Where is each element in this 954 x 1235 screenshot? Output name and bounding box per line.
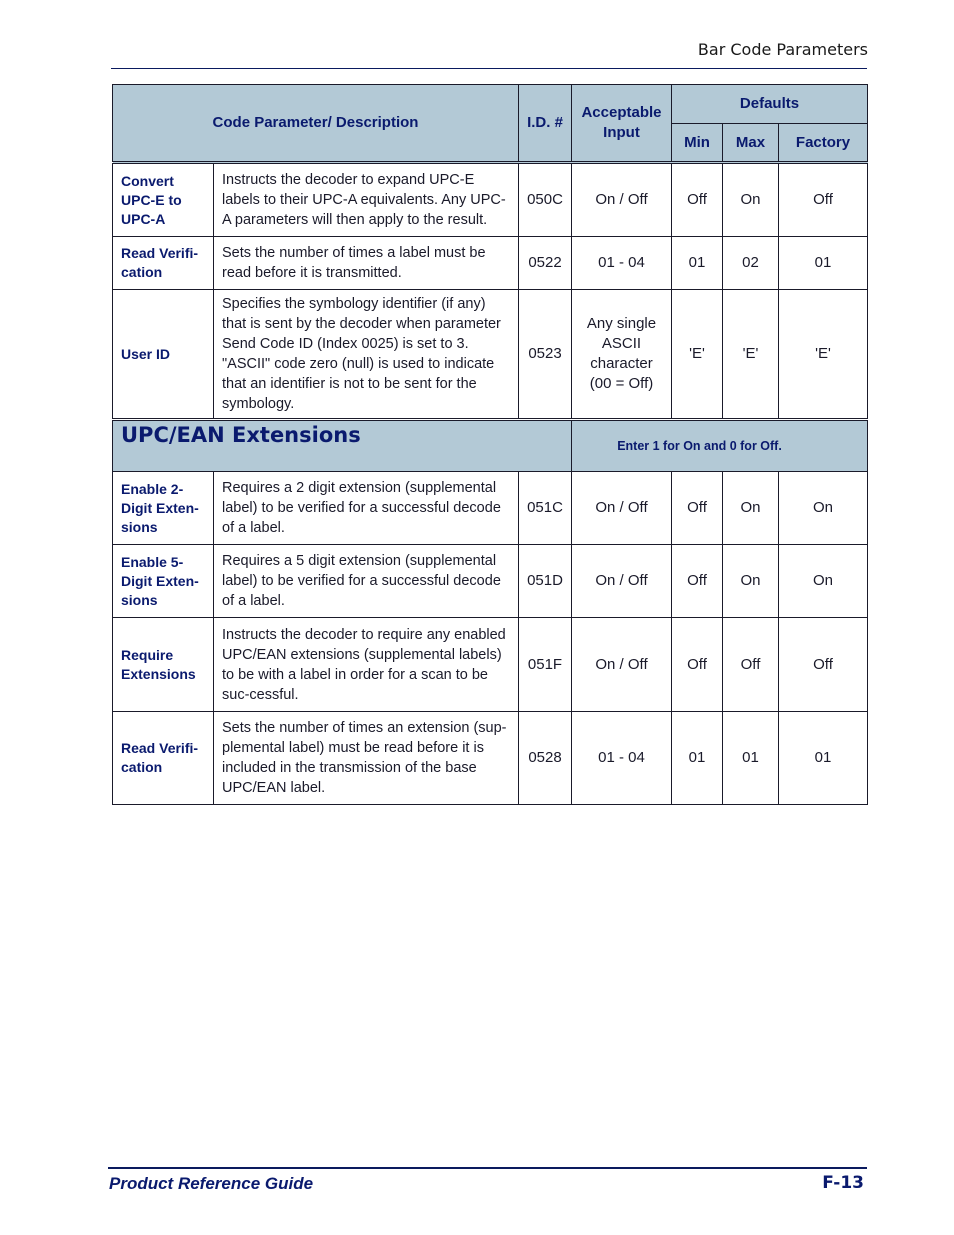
- footer-divider: [108, 1167, 867, 1169]
- param-max: 01: [723, 712, 779, 805]
- param-input: On / Off: [572, 163, 672, 237]
- section-note: Enter 1 for On and 0 for Off.: [572, 420, 868, 472]
- param-factory: On: [779, 472, 868, 545]
- param-input: On / Off: [572, 545, 672, 618]
- header-max: Max: [723, 124, 779, 163]
- header-description: Code Parameter/ Description: [113, 85, 519, 163]
- param-min: Off: [672, 545, 723, 618]
- param-min: 'E': [672, 290, 723, 420]
- param-factory: Off: [779, 618, 868, 712]
- param-min: Off: [672, 163, 723, 237]
- header-min: Min: [672, 124, 723, 163]
- param-min: 01: [672, 712, 723, 805]
- param-description: Requires a 5 digit extension (supplemental label) to be verified for a successful decode of a label.: [214, 545, 519, 618]
- param-description: Sets the number of times an extension (sup-plemental label) must be read before it is included in the transmission of the base UPC/EAN label.: [214, 712, 519, 805]
- running-header: Bar Code Parameters: [697, 40, 868, 59]
- param-description: Specifies the symbology identifier (if any) that is sent by the decoder when parameter Send Code ID (Index 0025) is set to 3. "ASCII" code zero (null) is used to indicate that an identifier is not to be sent for the symbology.: [214, 290, 519, 420]
- table-row: [113, 290, 868, 420]
- param-name: Read Verifi-cation: [113, 712, 214, 805]
- param-factory: On: [779, 545, 868, 618]
- table-row: [113, 237, 868, 290]
- section-title: UPC/EAN Extensions: [113, 420, 572, 472]
- param-input: 01 - 04: [572, 712, 672, 805]
- table-row: [113, 163, 868, 237]
- param-factory: Off: [779, 163, 868, 237]
- param-description: Sets the number of times a label must be read before it is transmitted.: [214, 237, 519, 290]
- param-name: Read Verifi-cation: [113, 237, 214, 290]
- param-max: On: [723, 472, 779, 545]
- footer-guide-title: Product Reference Guide: [109, 1174, 314, 1193]
- param-id: 0523: [519, 290, 572, 420]
- param-name: Enable 5-Digit Exten-sions: [113, 545, 214, 618]
- header-divider: [111, 68, 867, 69]
- header-id: I.D. #: [519, 85, 572, 163]
- param-input: On / Off: [572, 472, 672, 545]
- param-min: 01: [672, 237, 723, 290]
- param-id: 051F: [519, 618, 572, 712]
- param-id: 050C: [519, 163, 572, 237]
- param-id: 051C: [519, 472, 572, 545]
- param-max: 'E': [723, 290, 779, 420]
- header-acceptable-input: Acceptable Input: [572, 85, 672, 163]
- param-max: Off: [723, 618, 779, 712]
- param-factory: 01: [779, 237, 868, 290]
- param-description: Instructs the decoder to require any enabled UPC/EAN extensions (supplemental labels) to be with a label in order for a scan to be suc-cessful.: [214, 618, 519, 712]
- header-defaults: Defaults: [672, 85, 868, 124]
- header-factory: Factory: [779, 124, 868, 163]
- param-input: Any single ASCII character (00 = Off): [572, 290, 672, 420]
- param-id: 0528: [519, 712, 572, 805]
- table-row: [113, 618, 868, 712]
- param-min: Off: [672, 618, 723, 712]
- param-name: User ID: [113, 290, 214, 420]
- section-header-row: [113, 420, 868, 472]
- param-id: 0522: [519, 237, 572, 290]
- param-input: 01 - 04: [572, 237, 672, 290]
- table-row: [113, 472, 868, 545]
- param-factory: 'E': [779, 290, 868, 420]
- table-row: [113, 712, 868, 805]
- param-factory: 01: [779, 712, 868, 805]
- param-input: On / Off: [572, 618, 672, 712]
- param-id: 051D: [519, 545, 572, 618]
- param-name: Enable 2-Digit Exten-sions: [113, 472, 214, 545]
- param-max: On: [723, 545, 779, 618]
- param-min: Off: [672, 472, 723, 545]
- param-name: Require Extensions: [113, 618, 214, 712]
- param-description: Instructs the decoder to expand UPC-E labels to their UPC-A equivalents. Any UPC-A parameters will then apply to the result.: [214, 163, 519, 237]
- param-max: 02: [723, 237, 779, 290]
- parameter-table: [112, 84, 868, 805]
- param-name: Convert UPC-E to UPC-A: [113, 163, 214, 237]
- table-row: [113, 545, 868, 618]
- param-max: On: [723, 163, 779, 237]
- param-description: Requires a 2 digit extension (supplemental label) to be verified for a successful decode of a label.: [214, 472, 519, 545]
- page-number: F-13: [822, 1173, 864, 1193]
